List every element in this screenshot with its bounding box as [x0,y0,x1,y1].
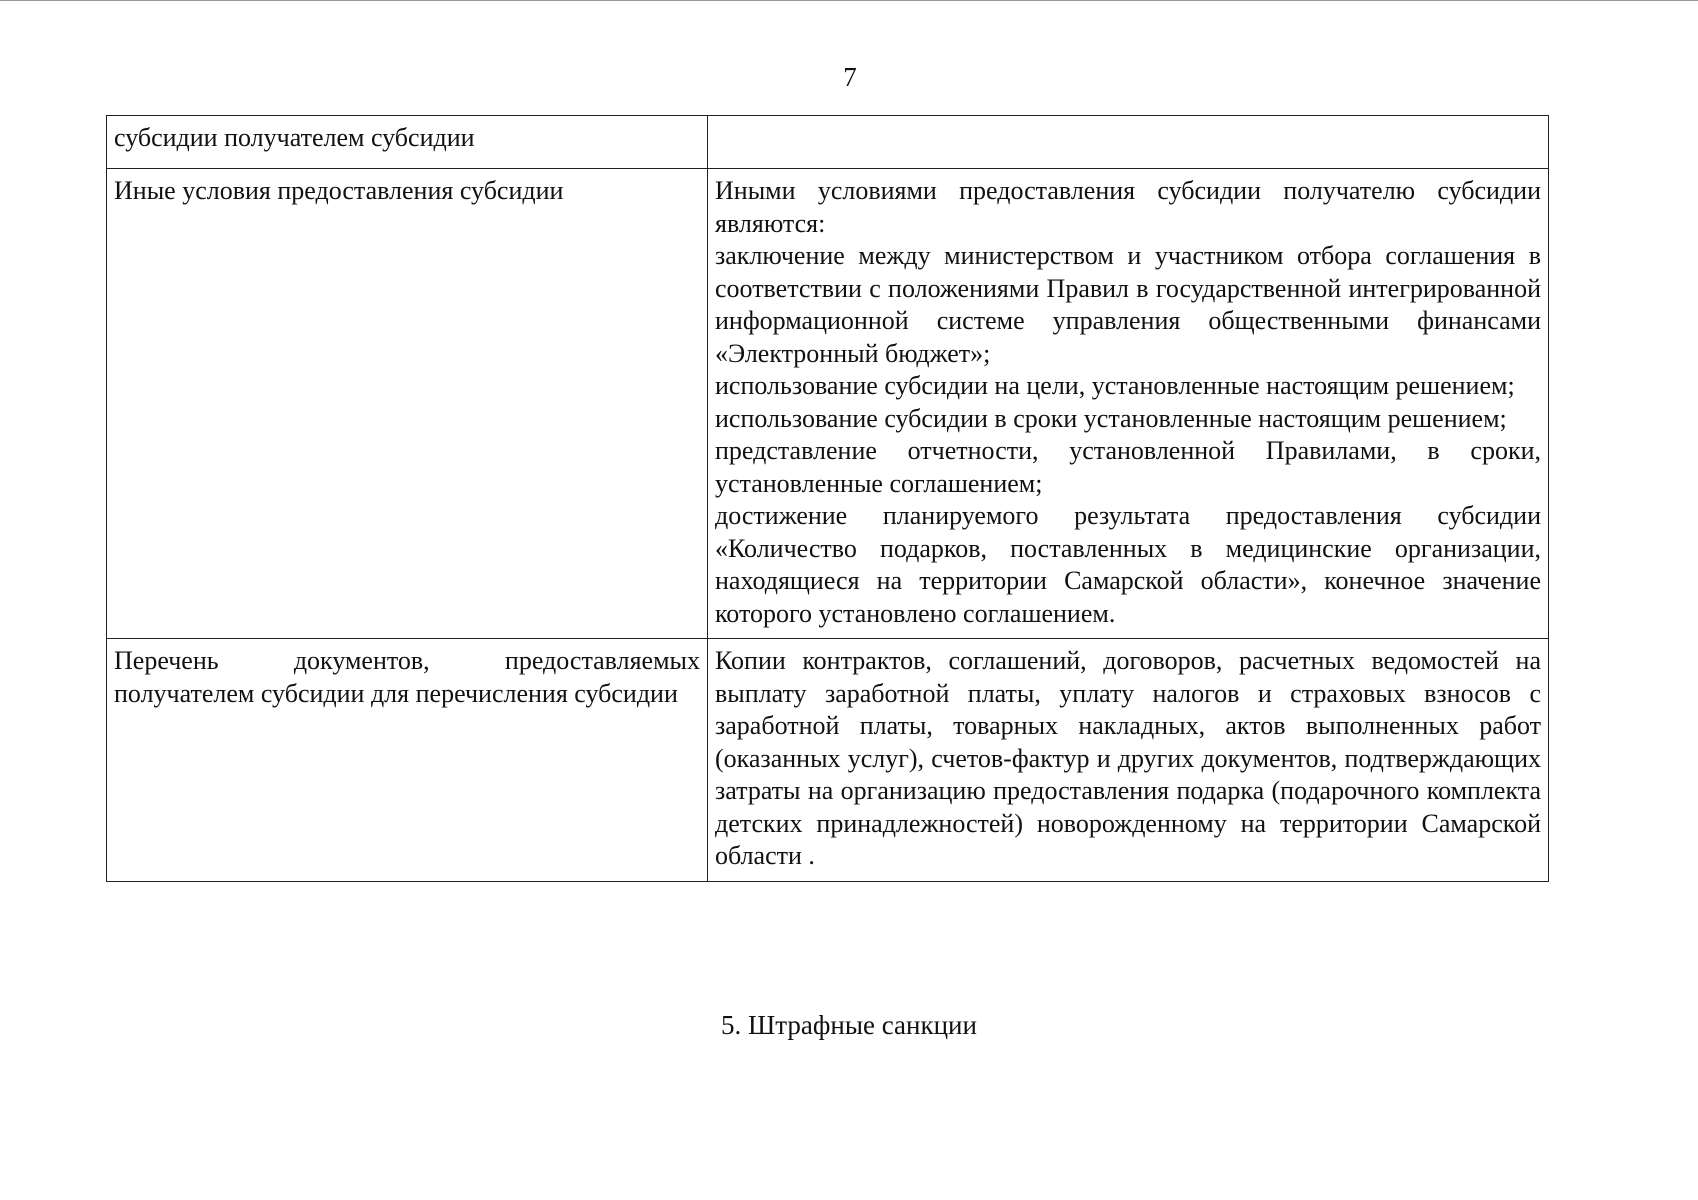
condition-paragraph: Иными условиями предоставления субсидии получателю субсидии являются: [715,176,1541,238]
table-cell-left: Иные условия предоставления субсидии [107,169,708,639]
page-number: 7 [843,62,857,92]
section-heading: 5. Штрафные санкции [721,1010,977,1040]
page-top-edge [0,0,1698,1]
table-cell-left: Перечень документов, предоставляемых получателем субсидии для перечисления субсидии [107,639,708,882]
table-cell-right [708,169,1549,639]
table-row [107,116,1549,169]
table-cell-right [708,116,1549,169]
table-cell-right: Копии контрактов, соглашений, договоров, расчетных ведомостей на выплату заработной платы, уплату налогов и страховых взносов с заработной платы, товарных накладных, актов выполненных работ (оказанных услуг), счетов-фактур и других документов, подтверждающих затраты на организацию предоставления подарка (подарочного комплекта детских принадлежностей) новорожденному на территории Самарской области . [708,639,1549,882]
table-cell-left: субсидии получателем субсидии [107,116,708,169]
table-row [107,639,1549,882]
condition-paragraph: заключение между министерством и участником отбора соглашения в соответствии с положениями Правил в государственной интегрированной информационной системе управления общественными финансами «Электронный бюджет»; [715,241,1541,368]
condition-paragraph: достижение планируемого результата предоставления субсидии «Количество подарков, поставленных в медицинские организации, находящиеся на территории Самарской области», конечное значение которого установлено соглашением. [715,501,1541,628]
condition-paragraph: использование субсидии в сроки установленные настоящим решением; [715,403,1507,433]
condition-paragraph: использование субсидии на цели, установленные настоящим решением; [715,371,1515,400]
condition-paragraph: представление отчетности, установленной Правилами, в сроки, установленные соглашением; [715,436,1541,498]
table-row [107,169,1549,639]
conditions-table [106,115,1549,882]
